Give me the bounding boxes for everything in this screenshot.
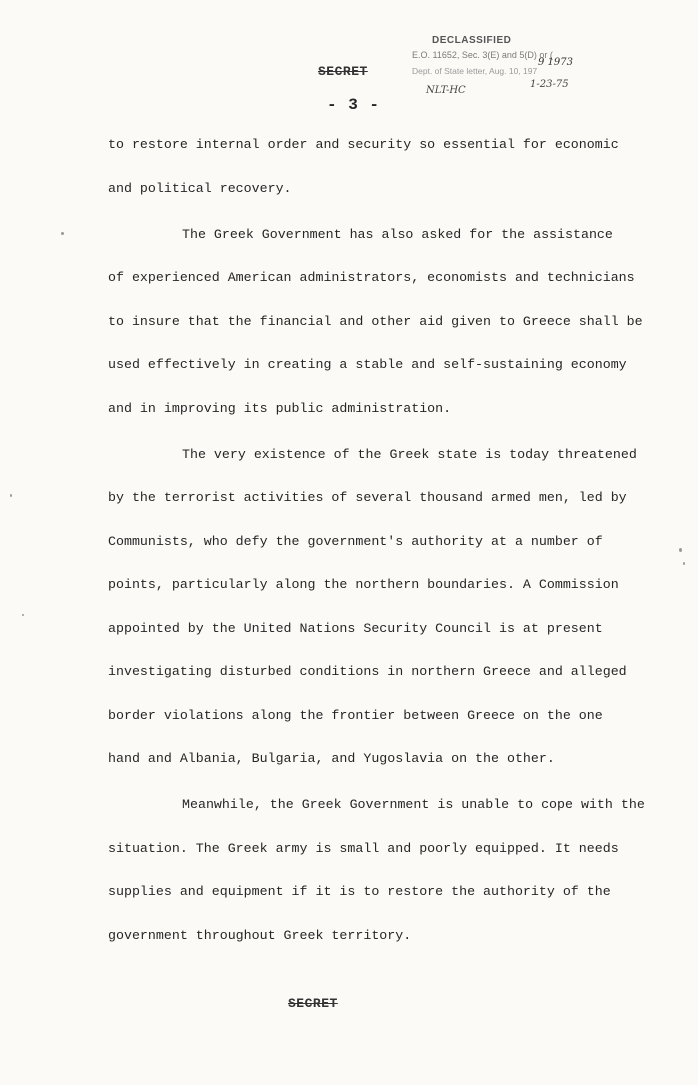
scan-speck (679, 548, 682, 552)
text-line: to restore internal order and security so essential for economic (108, 137, 619, 152)
scan-speck (61, 232, 64, 235)
text-line: points, particularly along the northern boundaries. A Commission (108, 577, 619, 592)
footer-classification-marking: SECRET (288, 996, 338, 1011)
declassification-stamp (412, 34, 597, 104)
text-line: by the terrorist activities of several thousand armed men, led by (108, 490, 627, 505)
text-line: situation. The Greek army is small and poorly equipped. It needs (108, 840, 619, 856)
paragraph (108, 441, 637, 792)
paragraph (108, 131, 628, 221)
document-body (108, 131, 645, 965)
text-line: Communists, who defy the government's authority at a number of (108, 533, 603, 549)
stamp-handwritten-by: NLT-HC (426, 85, 466, 96)
text-line: investigating disturbed conditions in northern Greece and alleged (108, 664, 627, 679)
scan-speck (22, 614, 24, 616)
paragraph (108, 791, 645, 965)
text-line: appointed by the United Nations Security Council is at present (108, 620, 603, 636)
stamp-handwritten-date-2: 1-23-75 (530, 79, 569, 90)
text-line: Meanwhile, the Greek Government is unable to cope with the (182, 797, 645, 812)
text-line: The Greek Government has also asked for the assistance (182, 226, 613, 242)
stamp-handwritten-date: 9 1973 (538, 57, 573, 68)
text-line: of experienced American administrators, economists and technicians (108, 270, 635, 285)
text-line: hand and Albania, Bulgaria, and Yugoslavia on the other. (108, 751, 555, 766)
stamp-title: DECLASSIFIED (432, 35, 512, 46)
page-number: - 3 - (327, 96, 381, 114)
text-line: border violations along the frontier between Greece on the one (108, 707, 603, 723)
text-line: supplies and equipment if it is to restore the authority of the (108, 884, 611, 899)
paragraph (108, 221, 643, 441)
stamp-authority-line: E.O. 11652, Sec. 3(E) and 5(D) or ( (412, 50, 553, 60)
text-line: The very existence of the Greek state is today threatened (182, 446, 637, 462)
text-line: used effectively in creating a stable and self-sustaining economy (108, 357, 627, 372)
header-classification-marking: SECRET (318, 64, 368, 79)
text-line: and in improving its public administration. (108, 400, 452, 416)
stamp-letter-line: Dept. of State letter, Aug. 10, 197 (412, 66, 538, 76)
scan-speck (683, 562, 685, 565)
text-line: to insure that the financial and other aid given to Greece shall be (108, 313, 643, 329)
scan-speck (10, 494, 12, 497)
text-line: government throughout Greek territory. (108, 927, 412, 943)
text-line: and political recovery. (108, 180, 292, 196)
